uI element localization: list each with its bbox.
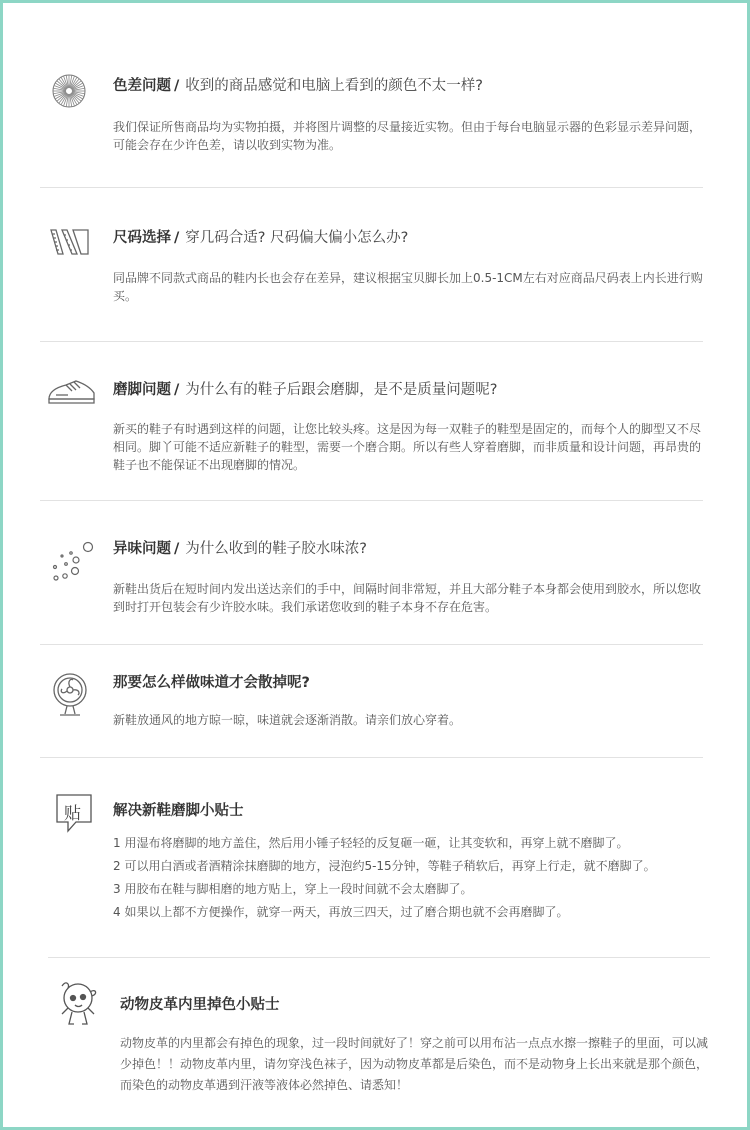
shoe-icon [46, 375, 98, 407]
section-body: 新鞋放通风的地方晾一晾，味道就会逐渐消散。请亲们放心穿着。 [113, 713, 462, 727]
section-body: 新鞋出货后在短时间内发出送达亲们的手中，间隔时间非常短，并且大部分鞋子本身都会使用到胶水，所以您收到时打开包装会有少许胶水味。我们承诺您收到的鞋子本身不存在危害。 [113, 582, 702, 614]
tip-item: 2 可以用白酒或者酒精涂抹磨脚的地方，浸泡约5-15分钟，等鞋子稍软后，再穿上行走，就不磨脚了。 [113, 859, 656, 873]
tip-item: 3 用胶布在鞋与脚相磨的地方贴上，穿上一段时间就不会太磨脚了。 [113, 882, 473, 896]
section-title: 那要怎么样做味道才会散掉呢? [113, 675, 310, 691]
divider [40, 757, 703, 758]
fan-icon [51, 671, 89, 719]
section-body: 同品牌不同款式商品的鞋内长也会存在差异，建议根据宝贝脚长加上0.5-1CM左右对应商品尺码表上内长进行购买。 [113, 271, 703, 303]
divider [48, 957, 710, 958]
section-title: 磨脚问题 / 为什么有的鞋子后跟会磨脚，是不是质量问题呢? [113, 382, 498, 398]
mascot-icon [56, 978, 102, 1032]
section-title: 尺码选择 / 穿几码合适? 尺码偏大偏小怎么办? [113, 230, 409, 246]
section-body: 新买的鞋子有时遇到这样的问题，让您比较头疼。这是因为每一双鞋子的鞋型是固定的，而每个人的脚型又不尽相同。脚丫可能不适应新鞋子的鞋型，需要一个磨合期。所以有些人穿着磨脚，而非质量和设计问题，再昂贵的鞋子也不能保证不出现磨脚的情况。 [113, 422, 702, 472]
sticker-icon [54, 792, 94, 834]
divider [40, 644, 703, 645]
tip-item: 4 如果以上都不方便操作，就穿一两天，再放三四天，过了磨合期也就不会再磨脚了。 [113, 905, 569, 919]
section-title: 解决新鞋磨脚小贴士 [113, 803, 244, 819]
tip-item: 1 用湿布将磨脚的地方盖住，然后用小锤子轻轻的反复砸一砸，让其变软和，再穿上就不磨脚了。 [113, 836, 629, 850]
bubbles-icon [50, 540, 96, 582]
divider [40, 500, 703, 501]
ruler-icon [48, 226, 92, 258]
divider [40, 187, 703, 188]
section-body: 我们保证所售商品均为实物拍摄，并将图片调整的尽量接近实物。但由于每台电脑显示器的色彩显示差异问题，可能会存在少许色差，请以收到实物为准。 [113, 120, 702, 152]
color-wheel-icon [51, 73, 87, 109]
divider [40, 341, 703, 342]
section-title: 异味问题 / 为什么收到的鞋子胶水味浓? [113, 541, 367, 557]
tips-list [113, 835, 703, 927]
section-body: 动物皮革的内里都会有掉色的现象，过一段时间就好了！穿之前可以用布沾一点点水擦一擦鞋子的里面，可以减少掉色！！动物皮革内里，请勿穿浅色袜子，因为动物皮革都是后染色，而不是动物身上长出来就是那个颜色，而染色的动物皮革遇到汗液等液体必然掉色、请悉知！ [120, 1036, 709, 1092]
sticker-icon-glyph: 贴 [64, 804, 81, 824]
section-title: 色差问题 / 收到的商品感觉和电脑上看到的颜色不太一样? [113, 78, 483, 94]
section-title: 动物皮革内里掉色小贴士 [120, 997, 280, 1013]
